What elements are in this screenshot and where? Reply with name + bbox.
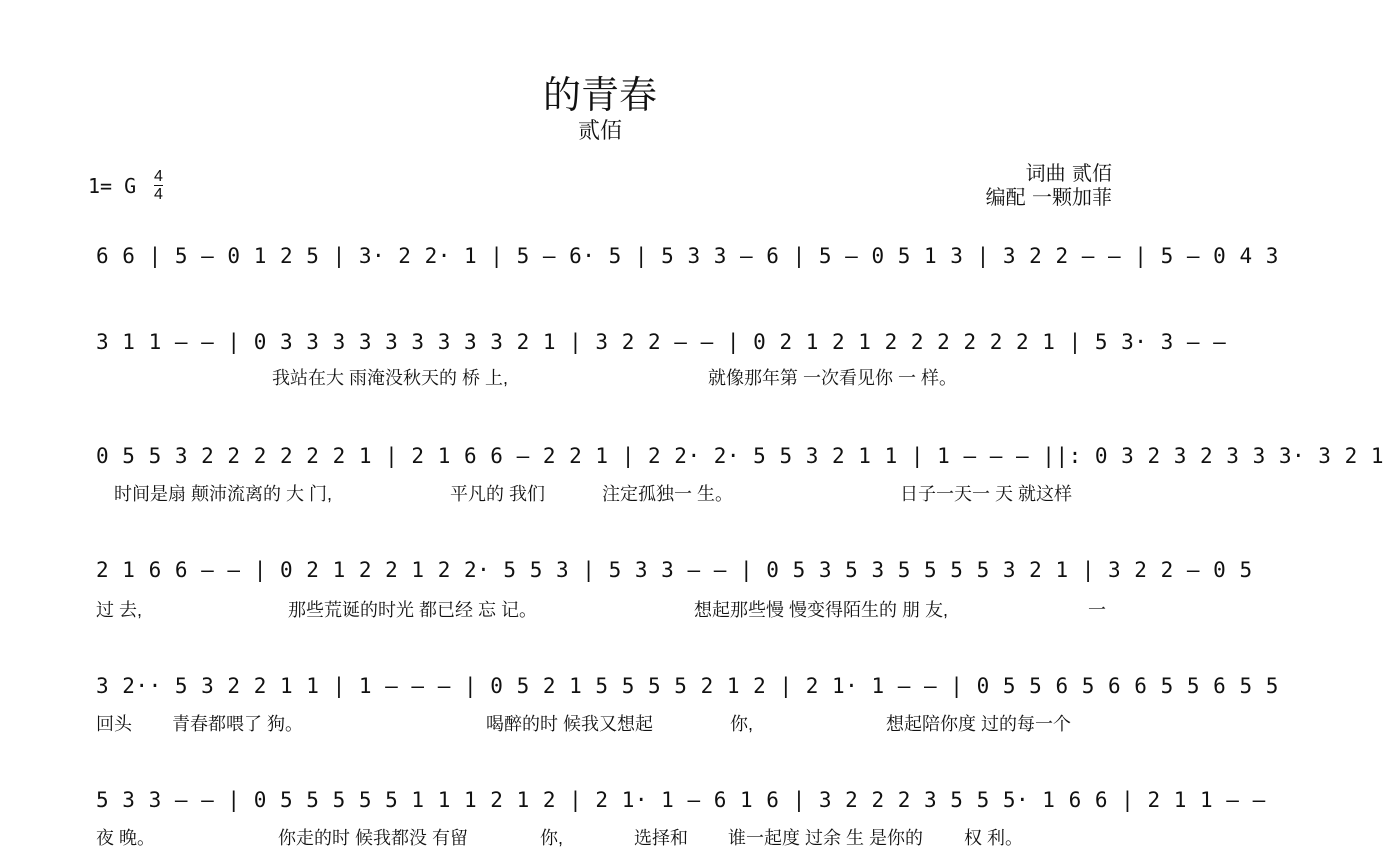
lyric-line-4a: 过 去, [96, 600, 143, 620]
notation-line-5: 3 2·· 5 3 2 2 1 1 | 1 — — — | 0 5 2 1 5 5 5 5 2 1 2 | 2 1· 1 — — | 0 5 5 6 5 6 6 5 5 6 5 5 [96, 674, 1279, 698]
notation-line-2: 3 1 1 — — | 0 3 3 3 3 3 3 3 3 3 2 1 | 3 2 2 — — | 0 2 1 2 1 2 2 2 2 2 2 1 | 5 3· 3 — — [96, 330, 1227, 354]
lyric-line-6f: 权 利。 [964, 828, 1024, 848]
lyric-line-5e: 想起陪你度 过的每一个 [886, 714, 1071, 734]
lyric-line-5b: 青春都喂了 狗。 [172, 714, 304, 734]
notation-line-1: 6 6 | 5 — 0 1 2 5 | 3· 2 2· 1 | 5 — 6· 5 | 5 3 3 — 6 | 5 — 0 5 1 3 | 3 2 2 — — | 5 — 0 4 3 [96, 244, 1279, 268]
lyric-line-5d: 你, [730, 714, 754, 734]
lyric-line-6b: 你走的时 候我都没 有留 [278, 828, 469, 848]
lyric-line-4b: 那些荒诞的时光 都已经 忘 记。 [288, 600, 538, 620]
song-title: 的青春 [542, 73, 657, 117]
notation-line-6: 5 3 3 — — | 0 5 5 5 5 5 1 1 1 2 1 2 | 2 1· 1 — 6 1 6 | 3 2 2 2 3 5 5 5· 1 6 6 | 2 1 1 — — [96, 788, 1266, 812]
lyric-line-3d: 日子一天一 天 就这样 [900, 484, 1073, 504]
lyric-line-5c: 喝醉的时 候我又想起 [486, 714, 654, 734]
lyric-line-2b: 就像那年第 一次看见你 一 样。 [708, 368, 958, 388]
lyric-line-5a: 回头 [96, 714, 132, 734]
key-signature: 1= G [88, 174, 137, 198]
notation-line-3: 0 5 5 3 2 2 2 2 2 2 1 | 2 1 6 6 — 2 2 1 | 2 2· 2· 5 5 3 2 1 1 | 1 — — — ||: 0 3 2 3 2 3 3 3· 3 2 1 [96, 444, 1384, 468]
lyric-line-6a: 夜 晚。 [96, 828, 156, 848]
notation-line-4: 2 1 6 6 — — | 0 2 1 2 2 1 2 2· 5 5 3 | 5 3 3 — — | 0 5 3 5 3 5 5 5 5 3 2 1 | 3 2 2 — 0 5 [96, 558, 1253, 582]
lyric-line-4c: 想起那些慢 慢变得陌生的 朋 友, [694, 600, 949, 620]
lyric-line-3a: 时间是扇 颠沛流离的 大 门, [114, 484, 333, 504]
time-signature-numerator: 4 [154, 168, 163, 185]
lyric-line-6d: 选择和 [634, 828, 688, 848]
artist-name: 贰佰 [577, 119, 622, 144]
arranger-credit: 编配 一颗加菲 [985, 185, 1112, 209]
lyric-line-3c: 注定孤独一 生。 [602, 484, 734, 504]
lyric-line-4d: 一 [1088, 600, 1106, 620]
lyric-line-6e: 谁一起度 过余 生 是你的 [728, 828, 924, 848]
lyric-line-6c: 你, [540, 828, 564, 848]
lyric-line-3b: 平凡的 我们 [450, 484, 546, 504]
lyrics-credit: 词曲 贰佰 [1025, 161, 1112, 185]
lyric-line-2a: 我站在大 雨淹没秋天的 桥 上, [272, 368, 509, 388]
time-signature-denominator: 4 [154, 186, 163, 203]
